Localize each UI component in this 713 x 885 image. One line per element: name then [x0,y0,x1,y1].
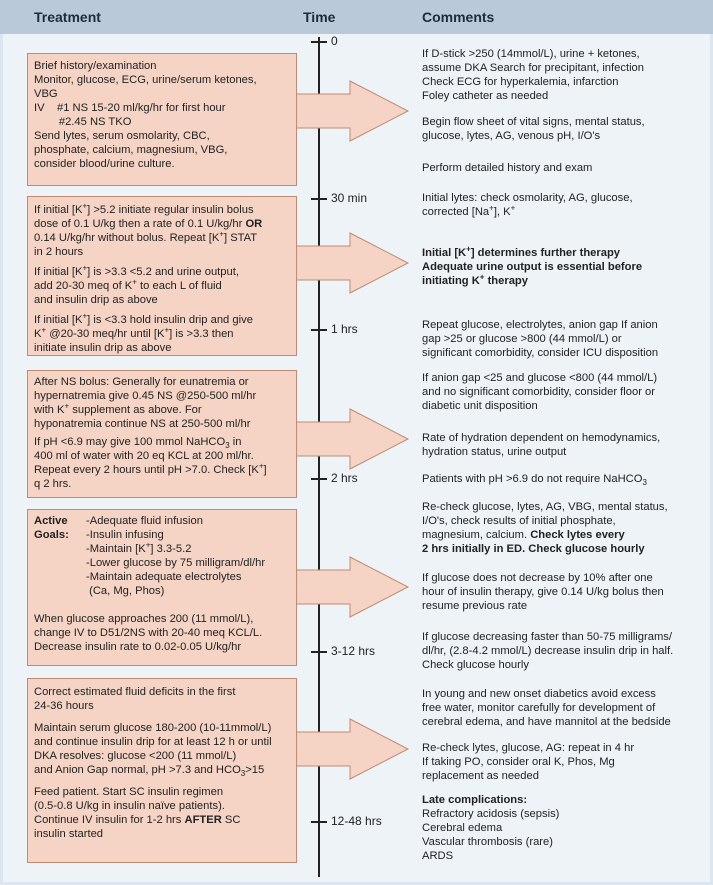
box3-line: If pH <6.9 may give 100 mmol NaHCO$_3$ in [34,436,242,451]
box3-line: hypernatremia give 0.45 NS @250-500 ml/hr [34,390,257,402]
box5-line: DKA resolves: glucose <200 (11 mmol/L) [34,750,237,762]
time-header: Time [303,9,336,25]
comment-floor-disposition: If anion gap <25 and glucose <800 (44 mmol/L) and no significant comorbidity, consider floor or diabetic unit disposition [422,372,658,412]
box1-line: phosphate, calcium, magnesium, VBG, [34,144,228,156]
treatment-header: Treatment [34,9,101,25]
box1-line: VBG [34,88,58,100]
arrow-2 [290,232,410,294]
comments-header: Comments [422,9,495,25]
table-header [0,0,713,34]
box2-line: 0.14 U/kg/hr without bolus. Repeat [K+] STAT [34,229,258,244]
box2-line: If initial [K+] is >3.3 <5.2 and urine output, [34,263,239,278]
box2-line: and insulin drip as above [34,294,158,306]
box5-line: and Anion Gap normal, pH >7.3 and $HCO_3>15$ [34,764,265,779]
box5-line: Correct estimated fluid deficits in the first [34,686,236,698]
treatment-box-potassium [27,196,297,356]
goal-item: -Insulin infusing [86,529,164,541]
comment-glucose-bolus: If glucose does not decrease by 10% after one hour of insulin therapy, give 0.14 U/kg bolus then resume previous rate [422,572,664,612]
box3-line: q 2 hrs. [34,478,72,490]
tick-2hrs [311,478,327,480]
box4-line: change IV to D51/2NS with 20-40 meq KCL/L. [34,627,263,639]
box2-line: in 2 hours [34,246,84,258]
box3-line: hyponatremia continue NS at 250-500 ml/hr [34,418,251,430]
box5-line: (0.5-0.8 U/kg in insulin naïve patients). [34,800,225,812]
time-label-1hr: 1 hrs [331,322,358,336]
comment-recheck: Re-check glucose, lytes, AG, VBG, mental status, I/O's, check results of initial phosphate, magnesium, calcium. Check lytes every 2 hrs initially in ED. Check glucose hourly [422,501,668,555]
box5-line: Maintain serum glucose 180-200 (10-11mmol/L) [34,722,272,734]
tick-3-12hrs [311,651,327,653]
box3-line: After NS bolus: Generally for eunatremia or [34,376,249,388]
goal-item: -Maintain adequate electrolytes [86,571,242,583]
box2-line: If initial [K+] is <3.3 hold insulin drip and give [34,311,253,326]
arrow-4 [290,556,410,618]
tick-30min [311,198,327,200]
box4-line: When glucose approaches 200 (11 mmol/L), [34,613,254,625]
comment-late-complications: Late complications: Refractory acidosis (sepsis) Cerebral edema Vascular thrombosis (rare) ARDS [422,794,560,862]
tick-1hr [311,329,327,331]
comment-dstick: If D-stick >250 (14mmol/L), urine + ketones, assume DKA Search for precipitant, infection Check ECG for hyperkalemia, infarction Foley catheter as needed [422,48,644,102]
comment-hydration-rate: Rate of hydration dependent on hemodynamics, hydration status, urine output [422,432,661,458]
box4-line: Decrease insulin rate to 0.02-0.05 U/kg/hr [34,641,242,653]
arrow-5 [290,718,410,780]
tick-0 [311,41,327,43]
box2-line: If initial [K+] >5.2 initiate regular insulin bolus [34,201,254,216]
box2-line: K+ @20-30 meq/hr until [K+] is >3.3 then [34,325,234,340]
time-label-3-12hrs: 3-12 hrs [331,644,376,658]
box5-line: and continue insulin drip for at least 12 h or until [34,736,272,748]
box2-line: add 20-30 meq of K+ to each L of fluid [34,277,222,292]
comment-icu-disposition: Repeat glucose, electrolytes, anion gap If anion gap >25 or glucose >800 (44 mmol/L) or significant comorbidity, consider ICU disposition [422,319,659,359]
comment-potassium-key: Initial [K+] determines further therapy Adequate urine output is essential before initiating K+ therapy [422,244,643,287]
goal-item: -Lower glucose by 75 milligram/dl/hr [86,557,266,569]
box1-line: Monitor, glucose, ECG, urine/serum ketones, [34,74,257,86]
comment-flow-sheet: Begin flow sheet of vital signs, mental status, glucose, lytes, AG, venous pH, I/O's [422,116,645,142]
box3-line: Repeat every 2 hours until pH >7.0. Check [K+] [34,461,267,476]
comment-glucose-decrease: If glucose decreasing faster than 50-75 milligrams/ dl/hr, (2.8-4.2 mmol/L) decrease insulin drip in half. Check glucose hourly [422,631,674,671]
box1-line: IV #1 NS 15-20 ml/kg/hr for first hour [34,102,226,114]
time-label-30min: 30 min [331,191,368,205]
box1-line: consider blood/urine culture. [34,158,175,170]
arrow-1 [290,80,410,142]
box5-line: insulin started [34,828,104,840]
treatment-box-maintenance [27,678,297,863]
box3-line: 400 ml of water with 20 eq KCL at 200 ml/hr. [34,450,254,462]
treatment-box-initial [27,53,297,186]
box5-line: 24-36 hours [34,700,94,712]
box1-line: #2.45 NS TKO [34,116,132,128]
time-label-0: 0 [331,34,338,48]
arrow-3 [290,408,410,470]
box5-line: Continue IV insulin for 1-2 hrs AFTER SC [34,814,241,826]
comment-history-exam: Perform detailed history and exam [422,162,593,174]
comment-recheck-4hr: Re-check lytes, glucose, AG: repeat in 4 hr If taking PO, consider oral K, Phos, Mg replacement as needed [422,742,635,782]
comment-initial-lytes: Initial lytes: check osmolarity, AG, glucose, corrected [Na+], K+ [422,192,633,218]
goal-item: -Maintain [K+] 3.3-5.2 [86,540,192,555]
box3-line: with K+ supplement as above. For [34,401,202,416]
box2-line: initiate insulin drip as above [34,342,172,354]
time-label-12-48hrs: 12-48 hrs [331,814,382,828]
treatment-box-goals: Active Goals: -Adequate fluid infusion -Insulin infusing -Maintain [K+] 3.3-5.2 -Lower glucose by 75 milligram/dl/hr -Maintain adequate electrolytes (Ca, Mg, Phos) When glucose approaches 200 (11 mmol/L), change IV to D51/2NS with 20-40 meq KCL/L. Decrease insulin rate to 0.02-0.05 U/kg/hr [27,509,297,666]
box1-line: Send lytes, serum osmolarity, CBC, [34,130,210,142]
goal-item: -Adequate fluid infusion [86,515,203,527]
box1-line: Brief history/examination [34,60,157,72]
comment-nahco3: Patients with pH >6.9 do not require NaHCO$_3$ [422,473,647,488]
box2-line: dose of 0.1 U/kg then a rate of 0.1 U/kg/hr OR [34,218,263,230]
goal-item: (Ca, Mg, Phos) [86,585,165,597]
comment-cerebral-edema: In young and new onset diabetics avoid excess free water, monitor carefully for development of cerebral edema, and have mannitol at the bedside [422,688,671,728]
time-label-2hrs: 2 hrs [331,471,358,485]
tick-12-48hrs [311,821,327,823]
treatment-box-fluids [27,370,297,498]
box5-line: Feed patient. Start SC insulin regimen [34,786,224,798]
